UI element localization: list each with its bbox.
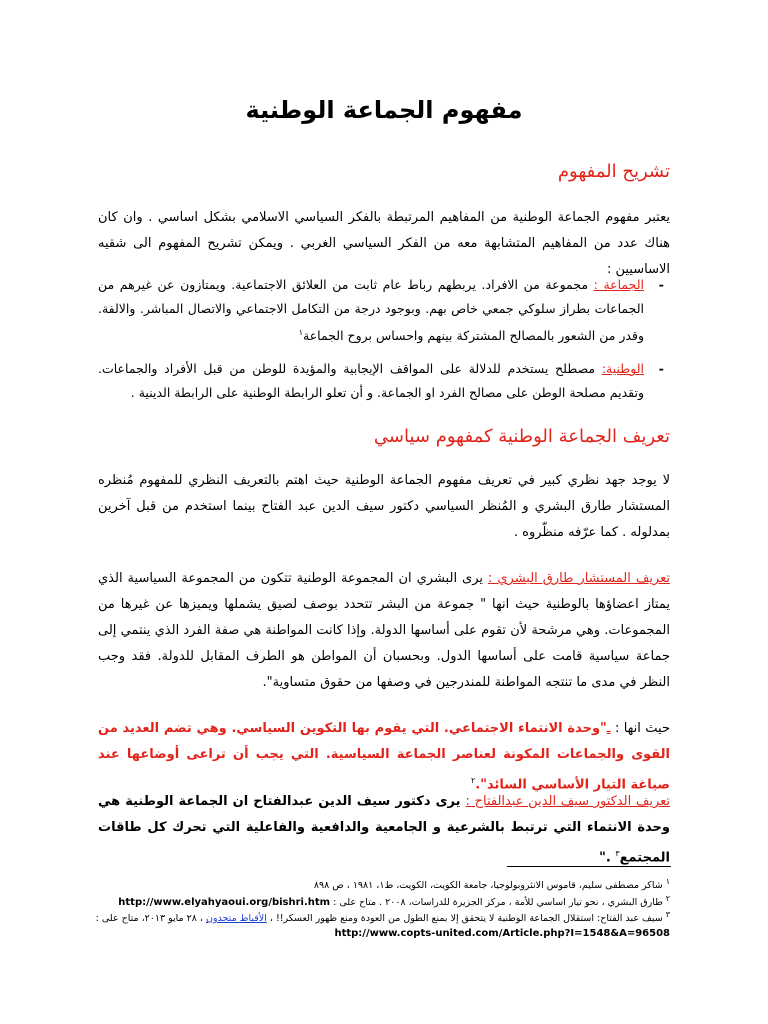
footnote-number: ٢ <box>665 894 670 903</box>
footnote-ref: ٢ <box>471 776 476 785</box>
political-intro-text: لا يوجد جهد نظري كبير في تعريف مفهوم الجماعة الوطنية حيث اهتم بالتعريف النظري للمفهوم مُنظره المستشار طارق البشري و المُنظر السياسي دكتور سيف الدين عبد الفتاح بينما استخدم من قبل آخرين بمدلوله . كما عرّفه منظّروه . <box>98 473 670 540</box>
term-wataniya: الوطنية: <box>601 361 644 376</box>
saif-definition <box>98 789 670 871</box>
section-heading-political: تعريف الجماعة الوطنية كمفهوم سياسي <box>373 426 670 447</box>
footnote-text: شاكر مصطفى سليم، قاموس الانثروبولوجيا، جامعة الكويت، الكويت، ط١، ١٩٨١ ، ص ٨٩٨ <box>313 880 663 892</box>
saif-label: تعريف الدكتور سيف الدين عبدالفتاح : <box>465 794 671 809</box>
intro-text: يعتبر مفهوم الجماعة الوطنية من المفاهيم المرتبطة بالفكر السياسي الاسلامي بشكل اساسي . وان كان هناك عدد من المفاهيم المتشابهة معه من الفكر السياسي الغربي . ويمكن تشريح المفهوم الى شقيه الاساسيين : <box>98 210 670 277</box>
footnote-ref: ١ <box>298 328 304 337</box>
bishri-definition <box>98 566 670 696</box>
bullet-item-jamaa <box>98 273 670 348</box>
haithu-mark: ـ <box>606 721 611 736</box>
page-title: مفهوم الجماعة الوطنية <box>245 96 523 124</box>
footnote-text: طارق البشري ، نحو تيار اساسي للأمة ، مركز الجزيرة للدراسات، ٢٠٠٨ . متاح على : <box>333 897 663 909</box>
footnote-url[interactable]: http://www.copts-united.com/Article.php?I=1548&A=96508 <box>334 928 670 940</box>
footnote-number: ٣ <box>665 910 670 919</box>
footnote-text: سيف عبد الفتاح: استقلال الجماعة الوطنية لا يتحقق إلا بمنع الطول من العودة ومنع ظهور العسكر!! ، <box>269 913 663 925</box>
saif-text: يرى دكتور سيف الدين عبدالفتاح ان الجماعة الوطنية هي وحدة الانتماء التي ترتبط بالشرعية و الجامعية والدافعية والفاعلية التي تحرك كل طاقات المجتمع <box>98 794 670 866</box>
political-intro-paragraph <box>98 468 670 546</box>
bullet-marker: - <box>658 277 664 292</box>
saif-end: ." <box>599 850 616 866</box>
haithu-paragraph <box>98 716 670 798</box>
bishri-text: يرى البشري ان المجموعة الوطنية تتكون من المجموعة السياسية الذي يمتاز اعضاؤها بالوطنية حيث انها " جموعة من البشر تتحدد بوصف لصيق يشملها ويميزها عن غيرها من المجموعات. وهي مرشحة لأن تقوم على أساسها الدولة. وإذا كانت المواطنة هي صفة الفرد الذي ينتمي إلى جماعة سياسية قامت على أساسها الدول. وبحسبان أن المواطن هو الطرف المقابل للدولة. فقد وجب النظر في مدى ما تنتجه المواطنة للمندرجين في وصفها من حقوق متساوية". <box>98 571 670 690</box>
footnote-text-tail: ، ٢٨ مايو ٢٠١٣، متاح على : <box>95 913 203 925</box>
footnote-divider <box>507 866 671 867</box>
intro-paragraph <box>98 205 670 283</box>
haithu-quote: "وحدة الانتماء الاجتماعي. التي يقوم بها التكوين السياسي. وهي تضم العديد من القوى والجماعات المكونة لعناصر الجماعة السياسية. التي يجب أن تراعى أوضاعها عند صياغة التيار الأساسي السائد". <box>98 721 670 793</box>
bishri-label: تعريف المستشار طارق البشري : <box>487 571 670 586</box>
term-jamaa: الجماعة : <box>593 277 644 292</box>
definition-wataniya: مصطلح يستخدم للدلالة على المواقف الإيجابية والمؤيدة للوطن من قبل الأفراد والجماعات. وتقديم مصلحة الوطن على مصالح الفرد او الجماعة. و أن تعلو الرابطة الوطنية على الرابطة الدينية . <box>98 361 644 400</box>
footnote-3 <box>85 907 670 941</box>
haithu-lead: حيث انها : <box>610 721 670 736</box>
bullet-marker: - <box>658 361 664 376</box>
footnote-number: ١ <box>665 877 670 886</box>
section-heading-concept: تشريح المفهوم <box>557 161 670 182</box>
definition-jamaa: مجموعة من الافراد. يربطهم رباط عام ثابت من العلائق الاجتماعية. ويمتازون عن غيرهم من الجماعات بطراز سلوكي جمعي خاص بهم. وبوجود درجة من التكامل الاجتماعي والاتصال المباشر. والالفة. وقدر من الشعور بالمصالح المشتركة بينهم واحساس بروح الجماعة <box>98 277 644 344</box>
bullet-item-wataniya <box>98 357 670 405</box>
footnote-ref: ٣ <box>615 849 620 858</box>
footnote-url[interactable]: http://www.elyahyaoui.org/bishri.htm <box>118 897 331 909</box>
footnote-source-link[interactable]: الأقباط متحدون <box>206 913 267 925</box>
